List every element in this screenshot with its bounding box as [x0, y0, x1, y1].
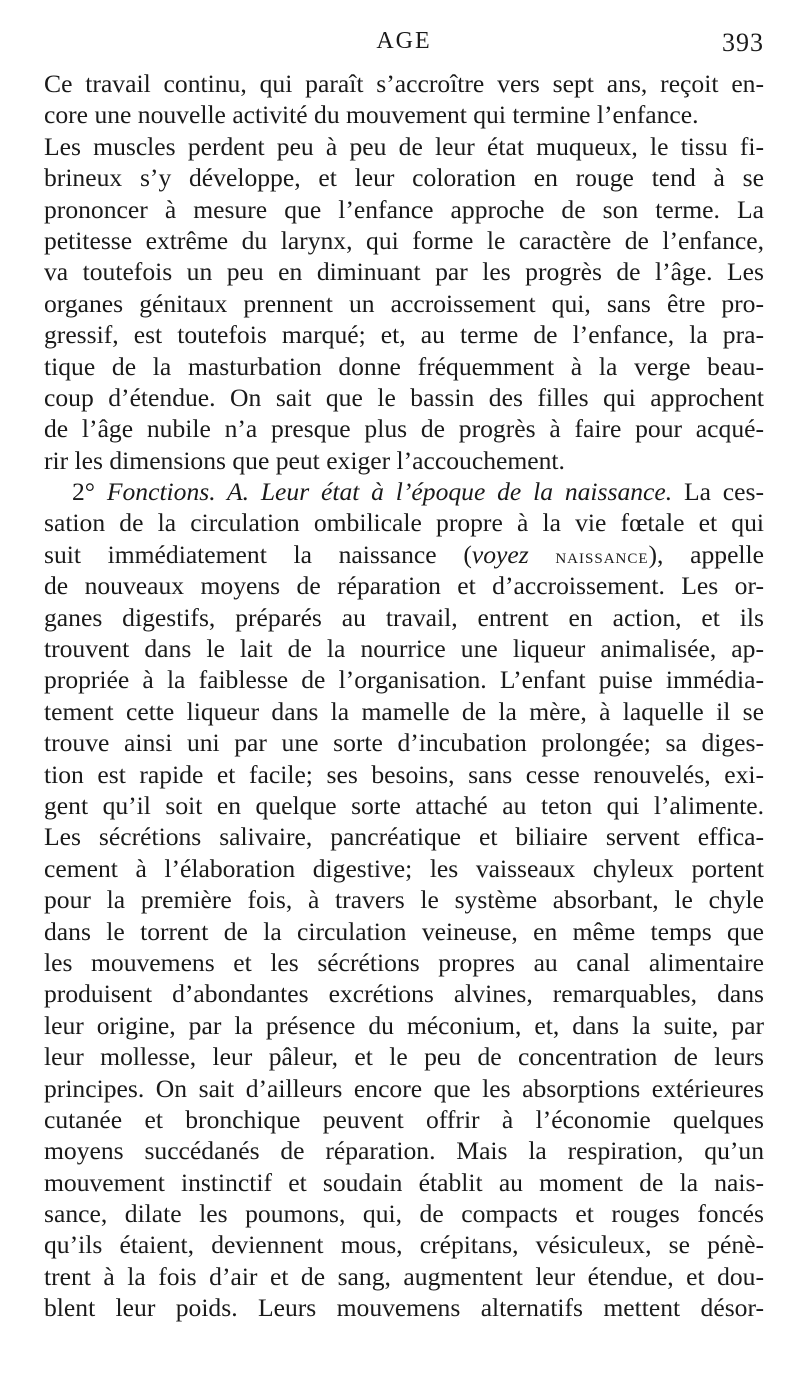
text-line: prononcer à mesure que l’enfance approche de son terme. La	[44, 194, 764, 224]
text-line: propriée à la faiblesse de l’organisation. L’enfant puise immédia-	[44, 665, 764, 695]
text-line: de l’âge nubile n’a presque plus de progrès à faire pour acqué-	[44, 414, 764, 444]
text-line: mouvement instinctif et soudain établit au moment de la nais-	[44, 1167, 764, 1197]
text-fragment: La ces-	[683, 477, 764, 507]
text-line: produisent d’abondantes excrétions alvines, remarquables, dans	[44, 979, 764, 1009]
text-line: sance, dilate les poumons, qui, de compacts et rouges foncés	[44, 1199, 764, 1229]
text-line: trouve ainsi uni par une sorte d’incubation prolongée; sa diges-	[44, 728, 764, 758]
text-line: pour la première fois, à travers le système absorbant, le chyle	[44, 885, 764, 915]
text-line: sation de la circulation ombilicale propre à la vie fœtale et qui	[44, 508, 764, 538]
text-line: Les sécrétions salivaire, pancréatique et biliaire servent effica-	[44, 822, 764, 852]
text-line: petitesse extrême du larynx, qui forme le caractère de l’enfance,	[44, 225, 764, 255]
page-header	[44, 28, 764, 68]
text-line: Ce travail continu, qui paraît s’accroître vers sept ans, reçoit en-	[44, 69, 764, 98]
text-line: les mouvemens et les sécrétions propres au canal alimentaire	[44, 947, 764, 977]
text-line: organes génitaux prennent un accroissement qui, sans être pro-	[44, 288, 764, 318]
text-line: dans le torrent de la circulation veineuse, en même temps que	[44, 916, 764, 946]
cross-reference: naissance	[555, 543, 649, 568]
text-line: trent à la fois d’air et de sang, augmentent leur étendue, et dou-	[44, 1261, 764, 1291]
text-line: core une nouvelle activité du mouvement qui termine l’enfance.	[44, 100, 699, 130]
text-fragment: appelle	[690, 539, 765, 569]
text-line: Les muscles perdent peu à peu de leur état muqueux, le tissu fi-	[44, 131, 764, 161]
text-line: blent leur poids. Leurs mouvemens alternatifs mettent désor-	[44, 1293, 764, 1323]
text-line: va toutefois un peu en diminuant par les progrès de l’âge. Les	[44, 257, 764, 287]
section-number: 2°	[72, 477, 96, 507]
body-text	[44, 68, 764, 1324]
text-line: gressif, est toutefois marqué; et, au terme de l’enfance, la pra-	[44, 320, 764, 350]
text-line: tement cette liqueur dans la mamelle de la mère, à laquelle il se	[44, 696, 764, 726]
section-heading: Fonctions. A.	[106, 477, 250, 507]
text-line: moyens succédanés de réparation. Mais la respiration, qu’un	[44, 1136, 764, 1166]
text-line: principes. On sait d’ailleurs encore que les absorptions extérieures	[44, 1073, 764, 1103]
text-line: cutanée et bronchique peuvent offrir à l’économie quelques	[44, 1104, 764, 1134]
text-line: ganes digestifs, préparés au travail, entrent en action, et ils	[44, 602, 764, 632]
text-line: cement à l’élaboration digestive; les vaisseaux chyleux portent	[44, 853, 764, 883]
see-also-word: voyez	[471, 539, 529, 569]
section-heading-line	[44, 476, 764, 507]
text-line: rir les dimensions que peut exiger l’accouchement.	[44, 445, 565, 475]
running-head: AGE	[376, 28, 432, 54]
text-fragment: suit immédiatement la naissance	[44, 539, 437, 569]
text-line: tion est rapide et facile; ses besoins, sans cesse renouvelés, exi-	[44, 759, 764, 789]
text-line: coup d’étendue. On sait que le bassin des filles qui approchent	[44, 382, 764, 412]
text-line: trouvent dans le lait de la nourrice une liqueur animalisée, ap-	[44, 634, 764, 664]
page-number: 393	[722, 28, 764, 57]
text-line: brineux s’y développe, et leur coloration en rouge tend à se	[44, 163, 764, 193]
text-line: leur origine, par la présence du méconium, et, dans la suite, par	[44, 1010, 764, 1040]
text-line: qu’ils étaient, deviennent mous, crépitans, vésiculeux, se pénè-	[44, 1230, 764, 1260]
paren-open: (	[463, 539, 472, 569]
text-line-with-reference	[44, 539, 764, 570]
text-line: de nouveaux moyens de réparation et d’accroissement. Les or-	[44, 571, 764, 601]
text-line: gent qu’il soit en quelque sorte attaché au teton qui l’alimente.	[44, 790, 764, 820]
section-subheading: Leur état à l’époque de la naissance.	[260, 477, 673, 507]
paren-close: ),	[648, 539, 664, 569]
text-line: leur mollesse, leur pâleur, et le peu de concentration de leurs	[44, 1042, 764, 1072]
text-line: tique de la masturbation donne fréquemment à la verge beau-	[44, 351, 764, 381]
